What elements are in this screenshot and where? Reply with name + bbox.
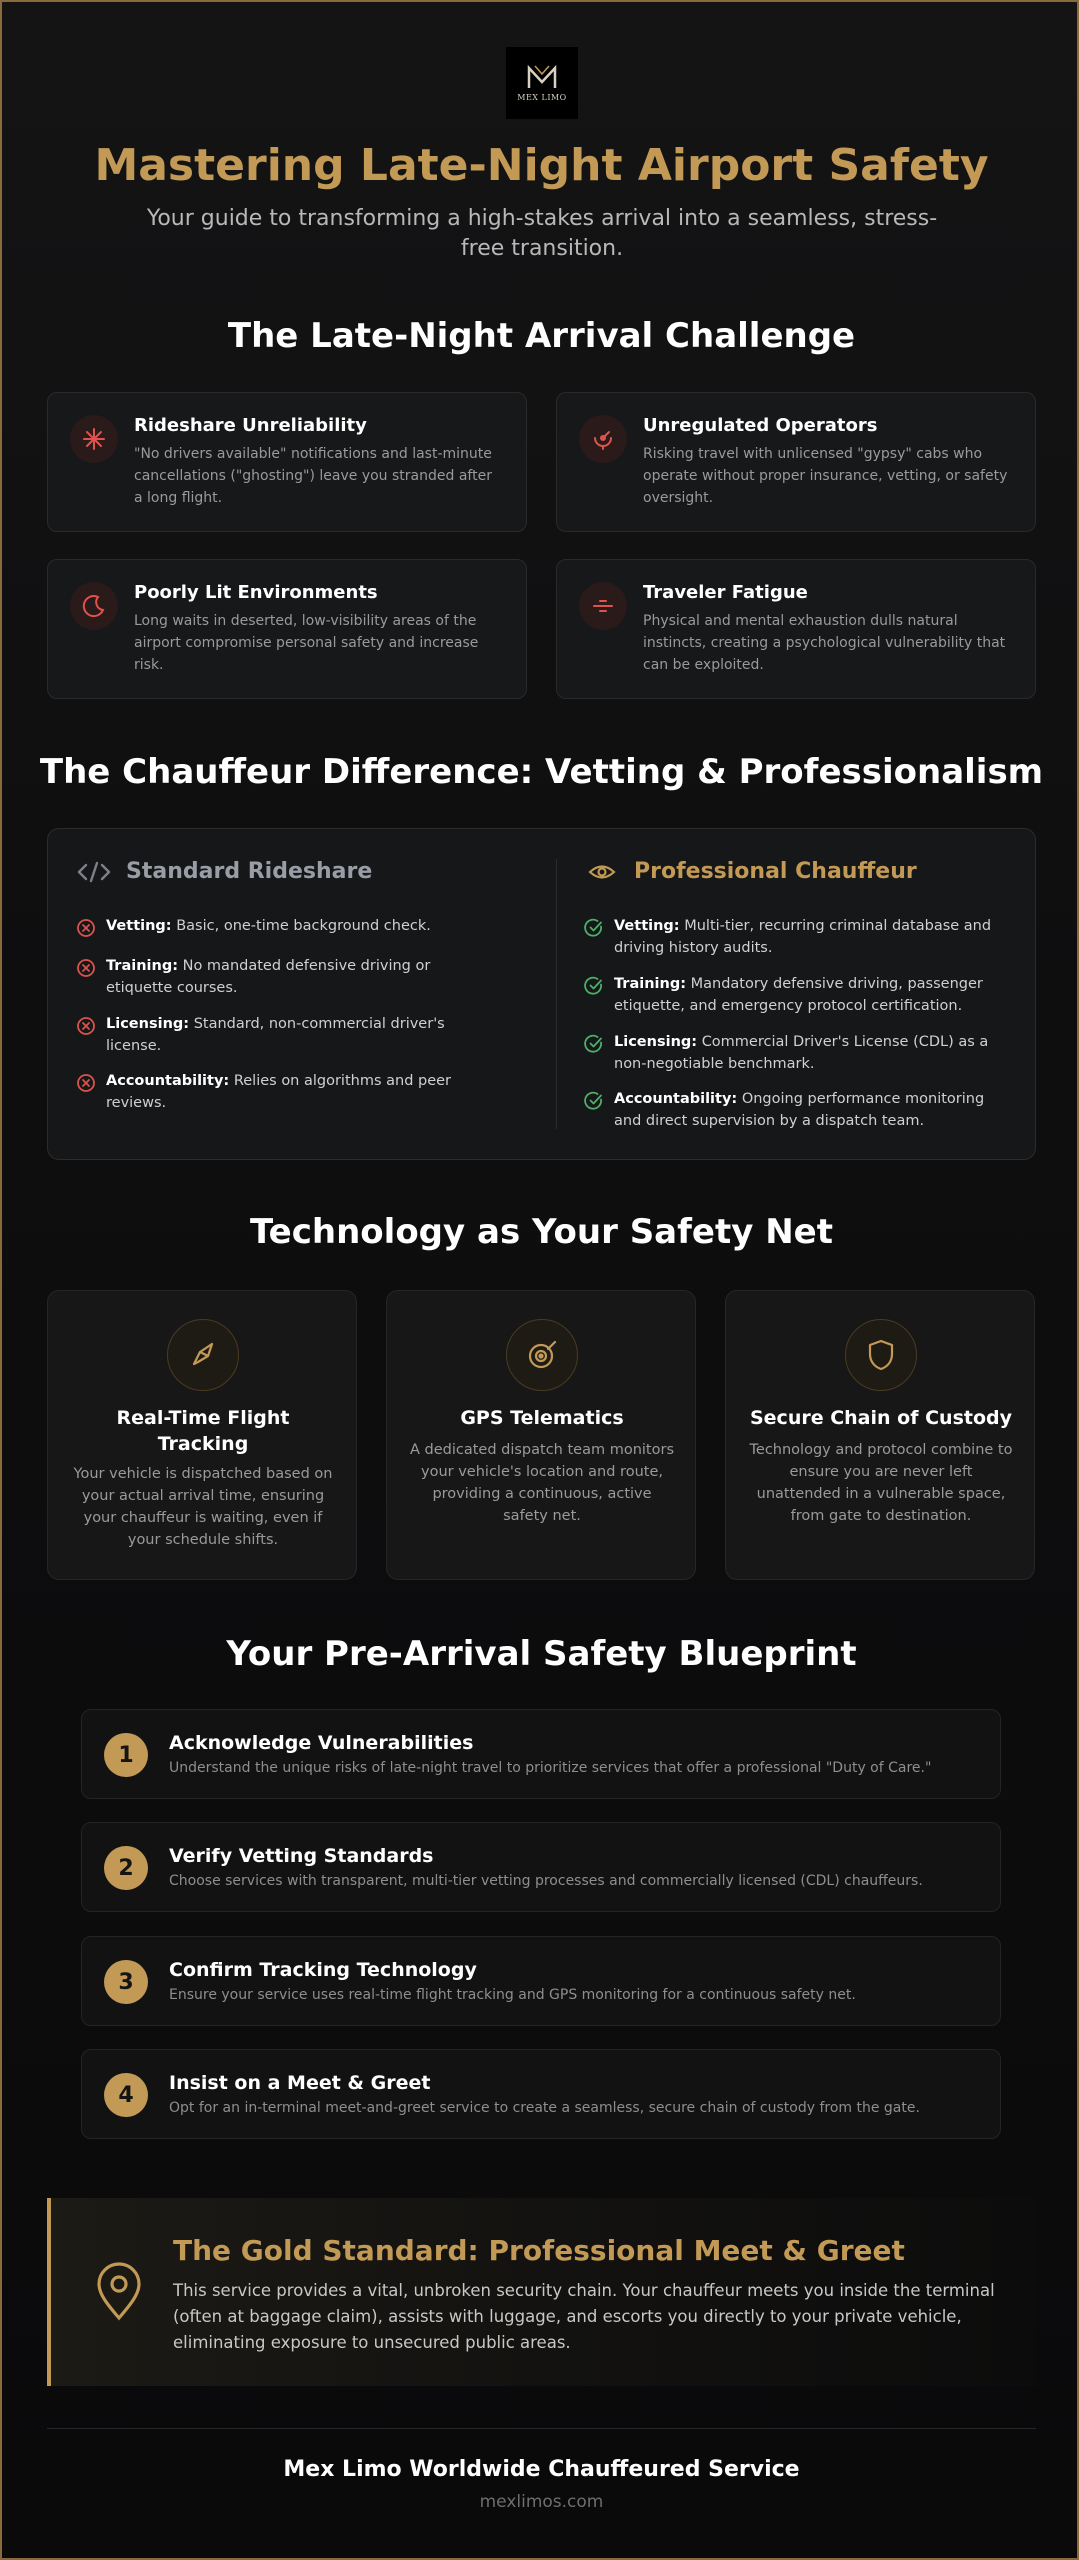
item-text: Ongoing performance monitoring and direct supervision by a dispatch team. bbox=[614, 1091, 985, 1129]
step-desc: Opt for an in-terminal meet-and-greet service to create a seamless, secure chain of custody from the gate. bbox=[169, 2100, 920, 2116]
challenge-card-desc: Physical and mental exhaustion dulls natural instincts, creating a psychological vulnerability that can be exploited. bbox=[643, 613, 1006, 673]
challenge-card bbox=[556, 559, 1036, 699]
step-number: 3 bbox=[104, 1960, 148, 2004]
standard-item bbox=[76, 1013, 486, 1057]
step-title: Verify Vetting Standards bbox=[169, 1845, 434, 1867]
step-desc: Understand the unique risks of late-night travel to prioritize services that offer a professional "Duty of Care." bbox=[169, 1760, 932, 1776]
tech-card-desc: A dedicated dispatch team monitors your vehicle's location and route, providing a continuous, active safety net. bbox=[409, 1442, 674, 1524]
gold-standard-title: The Gold Standard: Professional Meet & Greet bbox=[173, 2234, 905, 2267]
check-circle-icon bbox=[584, 1091, 604, 1111]
item-label: Licensing: bbox=[106, 1016, 190, 1032]
professional-chauffeur-heading bbox=[584, 859, 917, 884]
page-subtitle: Your guide to transforming a high-stakes arrival into a seamless, stress-free transition. bbox=[146, 206, 938, 261]
standard-item bbox=[76, 915, 486, 937]
eye-icon bbox=[584, 860, 620, 884]
code-icon bbox=[76, 860, 112, 884]
blueprint-step bbox=[81, 2049, 1001, 2139]
column-divider bbox=[556, 859, 557, 1129]
gold-standard-desc: This service provides a vital, unbroken security chain. Your chauffeur meets you inside the terminal (often at baggage claim), assists with luggage, and escorts you directly to your private vehicle, eliminating exposure to unsecured public areas. bbox=[173, 2281, 995, 2352]
tech-card bbox=[47, 1290, 357, 1580]
x-circle-icon bbox=[76, 1016, 96, 1036]
fatigue-icon bbox=[579, 582, 627, 630]
item-label: Licensing: bbox=[614, 1034, 698, 1050]
challenge-card-title: Rideshare Unreliability bbox=[134, 415, 367, 436]
shield-icon bbox=[845, 1319, 917, 1391]
difference-section-title: The Chauffeur Difference: Vetting & Professionalism bbox=[39, 752, 1044, 792]
professional-item bbox=[584, 973, 994, 1017]
challenge-card-title: Unregulated Operators bbox=[643, 415, 878, 436]
item-text: Mandatory defensive driving, passenger etiquette, and emergency protocol certification. bbox=[614, 976, 983, 1014]
step-title: Insist on a Meet & Greet bbox=[169, 2072, 431, 2094]
gold-standard-callout bbox=[47, 2198, 1036, 2386]
step-desc: Ensure your service uses real-time flight tracking and GPS monitoring for a continuous safety net. bbox=[169, 1987, 856, 2003]
standard-rideshare-heading bbox=[76, 859, 372, 884]
item-label: Vetting: bbox=[614, 918, 680, 934]
tech-card-title: Real-Time Flight Tracking bbox=[116, 1407, 290, 1455]
tech-card-title: Secure Chain of Custody bbox=[749, 1407, 1012, 1429]
footer-company-name: Mex Limo Worldwide Chauffeured Service bbox=[283, 2457, 800, 2482]
x-circle-icon bbox=[76, 1073, 96, 1093]
standard-rideshare-label: Standard Rideshare bbox=[126, 859, 373, 884]
challenge-card-desc: "No drivers available" notifications and last-minute cancellations ("ghosting") leave you stranded after a long flight. bbox=[134, 446, 492, 506]
step-desc: Choose services with transparent, multi-tier vetting processes and commercially licensed (CDL) chauffeurs. bbox=[169, 1873, 923, 1889]
blueprint-step bbox=[81, 1936, 1001, 2026]
item-label: Accountability: bbox=[106, 1073, 230, 1089]
location-pin-icon bbox=[93, 2260, 145, 2322]
item-label: Vetting: bbox=[106, 918, 172, 934]
comparison-panel bbox=[47, 828, 1036, 1160]
standard-item bbox=[76, 955, 486, 999]
blueprint-step bbox=[81, 1822, 1001, 1912]
step-title: Acknowledge Vulnerabilities bbox=[169, 1732, 474, 1754]
plane-icon bbox=[167, 1319, 239, 1391]
tech-card bbox=[725, 1290, 1035, 1580]
moon-icon bbox=[70, 582, 118, 630]
step-number: 4 bbox=[104, 2073, 148, 2117]
gps-icon bbox=[506, 1319, 578, 1391]
item-text: Commercial Driver's License (CDL) as a non-negotiable benchmark. bbox=[614, 1034, 989, 1072]
logo-mark-icon bbox=[525, 64, 559, 90]
tech-card-desc: Technology and protocol combine to ensure you are never left unattended in a vulnerable space, from gate to destination. bbox=[749, 1442, 1013, 1524]
standard-item bbox=[76, 1070, 486, 1114]
step-title: Confirm Tracking Technology bbox=[169, 1959, 477, 1981]
challenge-card-desc: Risking travel with unlicensed "gypsy" cabs who operate without proper insurance, vetting, or safety oversight. bbox=[643, 446, 1008, 506]
item-label: Accountability: bbox=[614, 1091, 738, 1107]
blueprint-section-title: Your Pre-Arrival Safety Blueprint bbox=[226, 1634, 857, 1674]
page-title: Mastering Late-Night Airport Safety bbox=[94, 140, 989, 191]
footer-website-link[interactable]: mexlimos.com bbox=[479, 2492, 604, 2512]
professional-chauffeur-label: Professional Chauffeur bbox=[634, 859, 917, 884]
professional-item bbox=[584, 1088, 994, 1132]
blueprint-step bbox=[81, 1709, 1001, 1799]
brand-logo[interactable] bbox=[506, 47, 578, 119]
challenge-card-desc: Long waits in deserted, low-visibility areas of the airport compromise personal safety and increase risk. bbox=[134, 613, 479, 673]
check-circle-icon bbox=[584, 1034, 604, 1054]
x-circle-icon bbox=[76, 958, 96, 978]
tech-card-title: GPS Telematics bbox=[460, 1407, 624, 1429]
tech-card-desc: Your vehicle is dispatched based on your actual arrival time, ensuring your chauffeur is waiting, even if your schedule shifts. bbox=[73, 1466, 333, 1548]
check-circle-icon bbox=[584, 976, 604, 996]
item-text: Multi-tier, recurring criminal database and driving history audits. bbox=[614, 918, 992, 956]
item-text: Standard, non-commercial driver's license. bbox=[106, 1016, 445, 1054]
logo-text: MEX LIMO bbox=[517, 93, 567, 102]
challenge-card-title: Poorly Lit Environments bbox=[134, 582, 378, 603]
tech-card bbox=[386, 1290, 696, 1580]
challenge-section-title: The Late-Night Arrival Challenge bbox=[227, 316, 856, 356]
professional-item bbox=[584, 1031, 994, 1075]
item-text: Basic, one-time background check. bbox=[176, 918, 431, 934]
challenge-card bbox=[47, 559, 527, 699]
challenge-card-title: Traveler Fatigue bbox=[643, 582, 808, 603]
step-number: 1 bbox=[104, 1733, 148, 1777]
check-circle-icon bbox=[584, 918, 604, 938]
radar-icon bbox=[579, 415, 627, 463]
asterisk-icon bbox=[70, 415, 118, 463]
footer-divider bbox=[47, 2428, 1036, 2429]
technology-section-title: Technology as Your Safety Net bbox=[250, 1212, 833, 1252]
challenge-card bbox=[556, 392, 1036, 532]
item-text: No mandated defensive driving or etiquette courses. bbox=[106, 958, 431, 996]
step-number: 2 bbox=[104, 1846, 148, 1890]
item-text: Relies on algorithms and peer reviews. bbox=[106, 1073, 452, 1111]
item-label: Training: bbox=[614, 976, 686, 992]
x-circle-icon bbox=[76, 918, 96, 938]
challenge-card bbox=[47, 392, 527, 532]
item-label: Training: bbox=[106, 958, 178, 974]
professional-item bbox=[584, 915, 994, 959]
